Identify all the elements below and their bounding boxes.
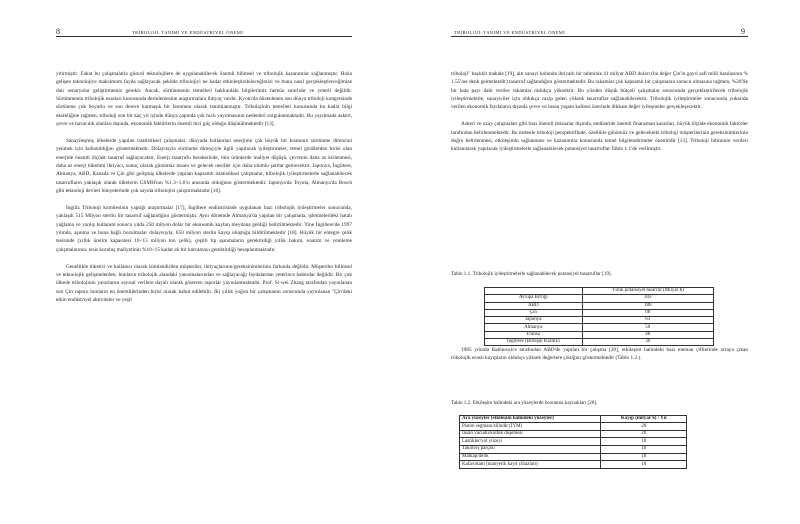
table-row [485, 302, 714, 309]
value-cell: 303 [582, 295, 713, 302]
value-cell: 68 [582, 309, 713, 316]
table-row [485, 309, 714, 316]
table-row [460, 461, 687, 469]
loss-cell: 20 [601, 423, 687, 431]
header-rule [56, 36, 352, 37]
value-cell: 36 [582, 339, 713, 346]
right-body-text [451, 70, 748, 154]
surface-cell: Kafa/ortam (manyetik kayıt cihazları) [460, 461, 601, 469]
table-header: Yıllık potansiyel tasarruf (Milyar $) [582, 288, 713, 295]
table-row [460, 423, 687, 431]
table-row [485, 317, 714, 324]
savings-table [484, 287, 714, 346]
table-header-row [460, 416, 687, 423]
table-row [485, 324, 714, 331]
surface-cell: Lastikler/yol yüzeyi [460, 438, 601, 446]
table-row [460, 430, 687, 438]
table-row [485, 331, 714, 338]
table2-caption: Tablo 1.2. Etkileşim halindeki ara yüzeylerde bozunma kaynakları [20]. [451, 400, 598, 406]
table1-caption: Tablo 1.1. Tribolojik iyileştirmelerle sağlanabilecek potansiyel tasarruflar [19]. [451, 271, 612, 277]
paragraph: İngiliz Triboloji komitesinin yaptığı araştırmalar [17], İngiltere endüstrisinde uygulanan bazı tribolojik iyileştirmeler sonucunda, yaklaşık 515 Milyon sterlin bir tasarruf sağlandığını göstermiştir. Aynı dönemde Almanya'da yapılan bir çalışmada, işletmelerdeki hatalı yağlama ve yanlış kullanım sonucu yılda 250 milyon dolar bir ekonomik kaybın meydana geldiği belirtilmektedir. Yine İngiltere'de 1997 yılında, aşınma ve buna bağlı bozulmalar dolayısıyla, 650 milyon sterlin kayıp oluştuğu bildirilmektedir [18]. Büyük bir entegre çelik tesisinde (yıllık üretim kapasitesi 10÷15 milyon ton çelik), çeşitli tip aşınmaların gerektirdiği yıllık bakım, onarım ve yenileme çalışmalarının, tesis kuruluş maliyetinin %10÷15 kadar ek bir harcamayı gerektirdiği hesaplanmaktadır. [56, 205, 352, 253]
loss-cell: 10 [601, 438, 687, 446]
surface-cell: Piston segmanı/silindir (İYM) [460, 423, 601, 431]
table-header: Ara yüzeyler (etkileşim halindeki yüzeyler) [460, 416, 601, 423]
country-cell: Almanya [485, 324, 583, 331]
table-header-empty [485, 288, 583, 295]
table-header-row [485, 288, 714, 295]
surface-cell: Matkap/delik [460, 453, 601, 461]
loss-sources-table [459, 415, 687, 469]
paragraph: Sanayileşmiş ülkelerde yapılan istatistiksel çalışmalar, dünyada kullanılan enerjinin çok büyük bir kısmının sürtünme direncini yenmek için kullanıldığını göstermektedir. Dolayısıyla sürtünme dirençiyle ilgili yapılacak iyileştirmeler, temel girdilerden birisi olan enerjide önemli ölçüde tasarruf sağlayacaktır. Enerji tasarrufu beraberinde, tüm ürünlerde maliyet düşüşü, çevrenin daha az kirlenmesi, daha az enerji tüketimi ihtiyacı, sonuç olarak günümüz insanı ve gelecek nesiller için daha olumlu şartlar getirecektir. Japonya, İngiltere, Almanya, ABD, Kanada ve Çin gibi gelişmiş ülkelerde yapılan kapsamlı istatistiksel çalışmalar, tribolojik iyileştirmelerle sağlanabilecek tasarrufların yaklaşık olarak ülkelerin GSMH'nın %1.3÷1.6'sı arasında olduğunu göstermektedir. Japonya'da Toyota, Almanya'da Bosch gibi teknoloji devleri bünyelerinde çok sayıda tribolojist çalıştırmaktadır [16]. [56, 138, 352, 195]
table-row [460, 438, 687, 446]
table-row [460, 453, 687, 461]
paragraph: triboloji" başlıklı makale [19], altı sanayi kolunda ihtiyatlı bir tahminle 41 milyar ABD doları (bu değer Çin'in gayri safi milli hasılasının % 1.55'ine denk gelmektedir) tasarruf sağlandığını göstermektedir. Bu rakamlar çok kapsamlı bir çalışmanın sonucu olmasına rağmen, %20'lik bir hata payı dahi verilse rakamlar oldukça yüksektir. Bu yüzden düşük bütçeli çalışmalar sonucunda gerçekleştirilecek tribolojik iyileştirmelerle, sanayiciler için oldukça cazip gelen yüksek tasarruflar sağlanabilecektir. Tribolojik iyileştirmeler sonucunda yukarıda verilen ekonomik faydaların dışında çevre ve insan yaşam kalitesi üzerinde dikkate değer iyileşmeler gerçekleşecektir. [451, 71, 748, 111]
paragraph: Genellikle tüketici ve kullanıcı olarak isimlendirilen müşteriler, ihtiyaçlarının/gereksinimlerinin farkında değildir. Müşteriler bilimsel ve teknolojik gelişmelerden, bunların tribolojik alandaki yansımalarından ve sağlayacağı faydalardan yeterince haberdar değildir. Bir çok ülkede tribolojinin yararlarını sayısal verilere dayalı olarak gösteren raporlar yayınlanmaktadır. Prof. Si-wei Zhang tarafından yayınlanan son Çin raporu bunların en önemlilerinden birisi olarak kabul edilebilir. İki yıllık yoğun bir çalışmanın sonucunda yayınlanan "Çin'deki etkin endüstriyel aktiviteler ve yeşil [56, 263, 352, 304]
running-head: TRİBOLOJİ: TANIMI VE ENDÜSTRİYEL ÖNEMİ [454, 30, 566, 35]
left-body-text [56, 70, 352, 304]
right-page [400, 0, 800, 524]
page-number: 9 [741, 27, 745, 36]
paragraph: yitirmiştir. Fakat bu çalışmalarla güncel teknolojilere de uygulanabilecek önemli bilimsel ve tribolojik kazanımlar sağlanmıştır. Hızla gelişen teknolojiye maksimum fayda sağlayacak şekilde tribolojiyi ne kadar etkinleştirebileceğimizi ve bunu nasıl gerçekleştireceğimize dair senaryolar geliştirmemiz gerekir. Ancak, sürtünmenin temelleri hakkındaki bilgilerimiz hemüz sınırlıdır ve yeterli değildir. Sürtünmenin tribolojik esasları konusunda derinlemesine araştırmalara ihtiyaç vardır. Kyoto'da düzenlenen son dünya triboloji kongresinde sürtünme çok boyutlu ve son derece karmaşık bir fenomen olarak tanımlanmıştır. Tribolojinin temelleri konusunda bu kadar bilgi eksikliğine rağmen, triboloji son bir kaç yıl içinde dünya çapında çok hızlı yayılmasının nedenleri sorgulanmaktadır. Bu yayılmada askeri, çevre ve havacılık alanları dışında, ekonomik faktörlerin önemli itici güç olduğu düşünülmektedir [13]. [56, 71, 352, 128]
running-head: TRİBOLOJİ: TANIMI VE ENDÜSTRİYEL ÖNEMİ [132, 30, 244, 35]
value-cell: 48 [582, 331, 713, 338]
table-row [485, 295, 714, 302]
country-cell: Fransa [485, 331, 583, 338]
table-row [460, 446, 687, 454]
paragraph: 1985 yılında Rabinowics tarafından ABD'de yapılan bir çalışma [20], etkileşim halindeki bazı eleman çiftlerinde ortaya çıkan tribolojik esaslı kayıpların oldukça yüksek değerlere çıktığını göstermektedir (Tablo 1.2.). [451, 347, 748, 362]
country-cell: İngiltere (Birleşik Krallık) [485, 339, 583, 346]
table-header: Kayıp (milyar $) / Yıl [601, 416, 687, 423]
loss-cell: 10 [601, 453, 687, 461]
value-cell: 186 [582, 302, 713, 309]
loss-cell: 10 [601, 446, 687, 454]
country-cell: Avrupa Birliği [485, 295, 583, 302]
header-rule [451, 36, 748, 37]
value-cell: 50 [582, 324, 713, 331]
paragraph: Askeri ve uzay çalışmaları gibi bazı önemli istisnalar dışında, endüstride önemli finansman kararları, büyük ölçüde ekonomik faktörler tarafından belirlenmektedir. Bu nedenle triboloji perspektifinde, özellikle günümüz ve gelecekteki triboloji müşterilerinin gereksinimlerinin doğru belirlenmesi, etkileşimin sağlanması ve kazanımlar konusunda temel bilgilendirmeler önemlidir [13]. Triboloji biliminin verileri kullanılarak yapılacak iyileştirmelerle sağlanabilecek potansiyel tasarruflar Tablo 1.1'de verilmiştir. [451, 121, 748, 153]
country-cell: Çin [485, 309, 583, 316]
loss-cell: 20 [601, 430, 687, 438]
right-body-text-2 [451, 346, 748, 363]
value-cell: 63 [582, 317, 713, 324]
surface-cell: Takım/iş parçası [460, 446, 601, 454]
page-number: 8 [56, 27, 60, 36]
surface-cell: İnsan vücudu/koltuk döşemesi [460, 430, 601, 438]
table-row [485, 339, 714, 346]
loss-cell: 10 [601, 461, 687, 469]
country-cell: ABD [485, 302, 583, 309]
country-cell: Japonya [485, 317, 583, 324]
